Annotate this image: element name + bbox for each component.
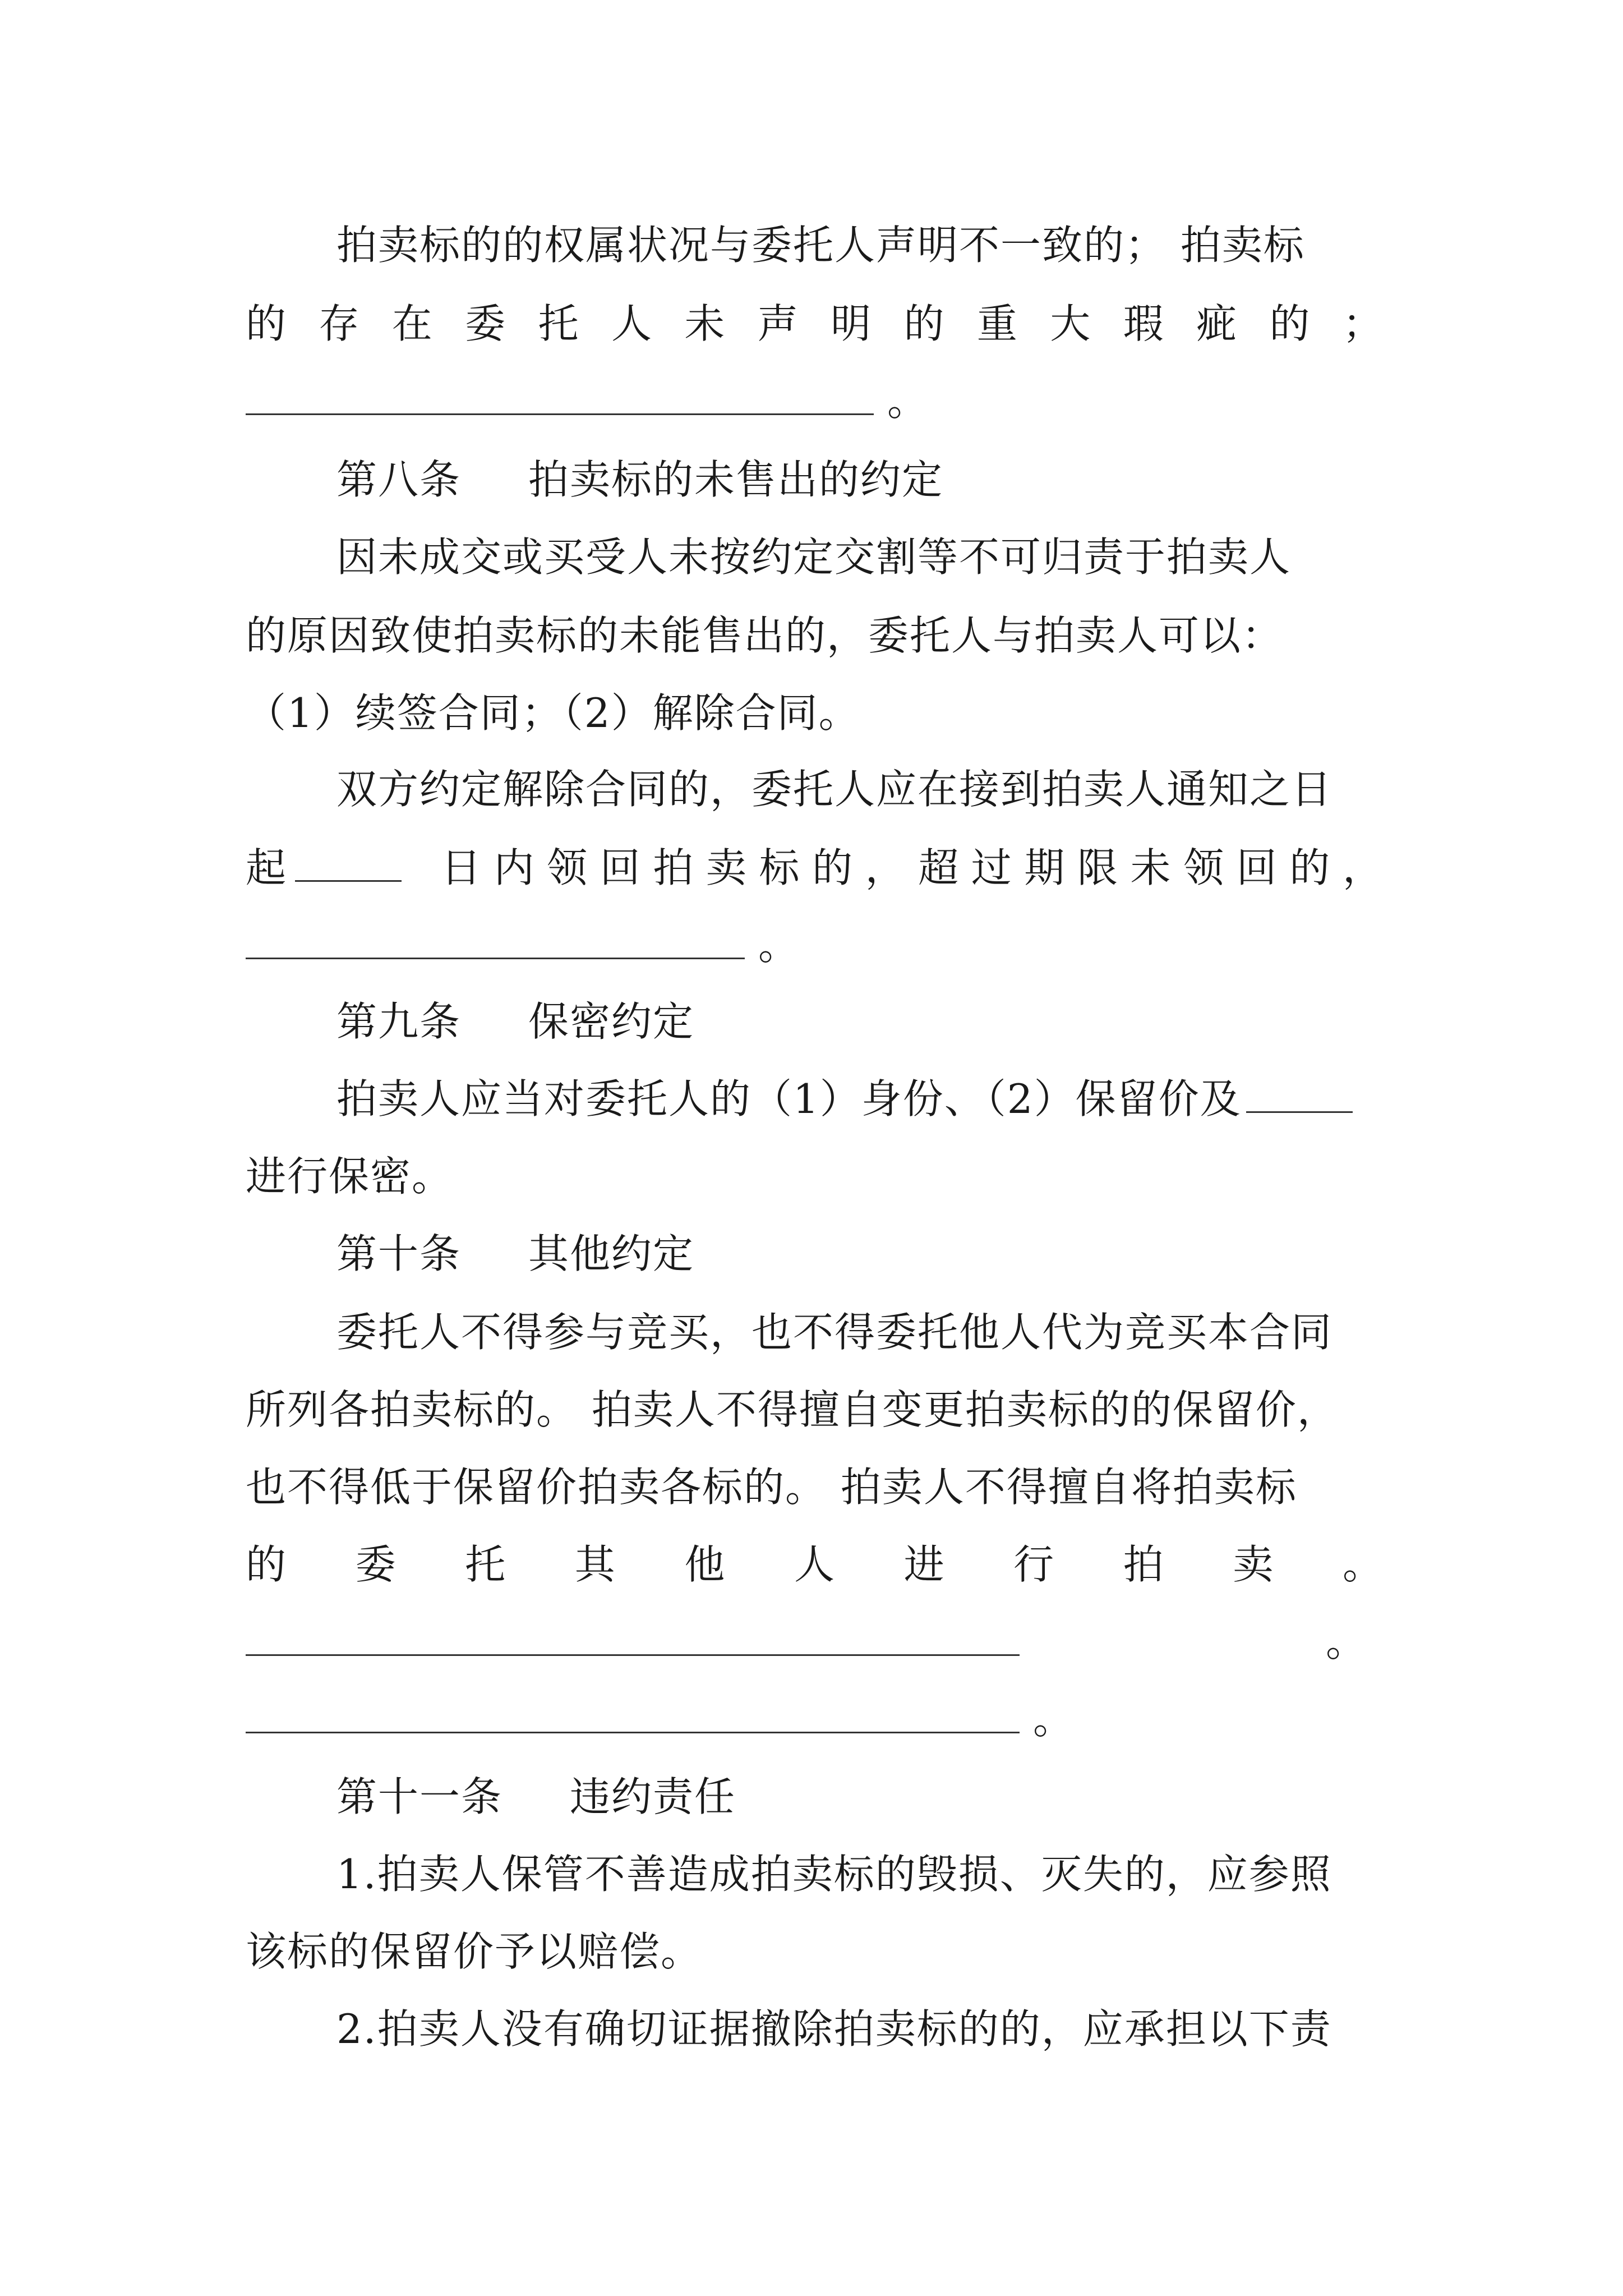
paragraph-line-with-blank: 起 日 内 领 回 拍 卖 标 的 ， 超 过 期 限 未 领 回 的 ，: [246, 837, 1384, 899]
char: 存: [319, 300, 361, 347]
fill-blank[interactable]: [246, 1697, 1020, 1733]
char: 托: [465, 1541, 507, 1588]
char: 重: [976, 300, 1018, 347]
paragraph-line: 委托人不得参与竞买，也不得委托他人代为竞买本合同: [336, 1309, 1333, 1356]
paragraph-line: 拍卖标的的权属状况与委托人声明不一致的； 拍卖标: [336, 222, 1305, 269]
char: 的: [903, 300, 946, 347]
char: 拍: [1123, 1541, 1165, 1588]
paragraph-line-with-blank: 拍卖人应当对委托人的（1）身份、（2）保留价及: [336, 1068, 1384, 1130]
char: 进: [903, 1541, 946, 1588]
paragraph-line: 2.拍卖人没有确切证据撤除拍卖标的的，应承担以下责: [336, 2005, 1332, 2053]
paragraph-line: 进行保密。: [246, 1153, 454, 1200]
paragraph-line: 该标的保留价予以赔偿。: [246, 1928, 703, 1975]
char: 限: [1077, 844, 1119, 891]
char: ，: [1342, 844, 1384, 891]
char: 明: [831, 300, 873, 347]
blank-line: 。: [246, 370, 1384, 432]
char: 的: [812, 844, 854, 891]
char: 卖: [706, 844, 748, 891]
char: 内: [494, 844, 536, 891]
paragraph-line: 的原因致使拍卖标的未能售出的，委托人与拍卖人可以：: [246, 612, 1284, 659]
char: 未: [1130, 844, 1172, 891]
char: 领: [1183, 844, 1225, 891]
char: 拍: [653, 844, 695, 891]
char: 标: [759, 844, 801, 891]
char: 期: [1024, 844, 1066, 891]
char: 的: [1289, 844, 1331, 891]
blank-line: 。: [246, 1688, 1384, 1750]
char: 疵: [1196, 300, 1238, 347]
char: 他: [684, 1541, 726, 1588]
paragraph-line-justified: [246, 1534, 1384, 1595]
char: 卖: [1233, 1541, 1275, 1588]
article-heading-8: 第八条 拍卖标的未售出的约定: [336, 456, 944, 503]
char: 其: [574, 1541, 616, 1588]
char: 回: [1236, 844, 1278, 891]
char: ；: [1342, 300, 1384, 347]
fill-blank[interactable]: [246, 379, 874, 415]
char: 行: [1013, 1541, 1055, 1588]
char: 托: [538, 300, 580, 347]
char: 的: [1269, 300, 1311, 347]
article-heading-11: 第十一条 违约责任: [336, 1773, 736, 1820]
char: 日: [441, 844, 483, 891]
fill-blank[interactable]: [246, 923, 745, 959]
char: 未: [684, 300, 726, 347]
char: 瑕: [1123, 300, 1165, 347]
char: 人: [794, 1541, 836, 1588]
paragraph-line: 也不得低于保留价拍卖各标的。 拍卖人不得擅自将拍卖标: [246, 1464, 1297, 1511]
char: 。: [1342, 1541, 1384, 1588]
char: 领: [547, 844, 589, 891]
paragraph-line: 所列各拍卖标的。 拍卖人不得擅自变更拍卖标的的保留价，: [246, 1386, 1339, 1433]
char: 超: [918, 844, 960, 891]
char: 回: [600, 844, 642, 891]
char: 人: [611, 300, 653, 347]
char: 委: [465, 300, 507, 347]
paragraph-line: 双方约定解除合同的，委托人应在接到拍卖人通知之日: [336, 766, 1333, 813]
article-heading-10: 第十条 其他约定: [336, 1230, 695, 1277]
fill-blank[interactable]: [1246, 1076, 1353, 1113]
paragraph-line: 1.拍卖人保管不善造成拍卖标的毁损、灭失的，应参照: [336, 1851, 1332, 1898]
paragraph-line: 因未成交或买受人未按约定交割等不可归责于拍卖人: [336, 533, 1292, 581]
char: 的: [246, 300, 288, 347]
char: 的: [246, 1541, 288, 1588]
char: 在: [391, 300, 434, 347]
blank-line: 。: [246, 1611, 1384, 1673]
char: 大: [1050, 300, 1092, 347]
char: 委: [355, 1541, 397, 1588]
article-heading-9: 第九条 保密约定: [336, 998, 695, 1045]
fill-blank[interactable]: [246, 1619, 1020, 1656]
paragraph-line-justified: [246, 293, 1384, 355]
char: ，: [865, 844, 907, 891]
char: 过: [971, 844, 1013, 891]
paragraph-line: （1）续签合同；（2）解除合同。: [246, 689, 860, 737]
blank-line: 。: [246, 914, 1384, 976]
fill-blank[interactable]: [295, 845, 402, 882]
char: 声: [757, 300, 799, 347]
